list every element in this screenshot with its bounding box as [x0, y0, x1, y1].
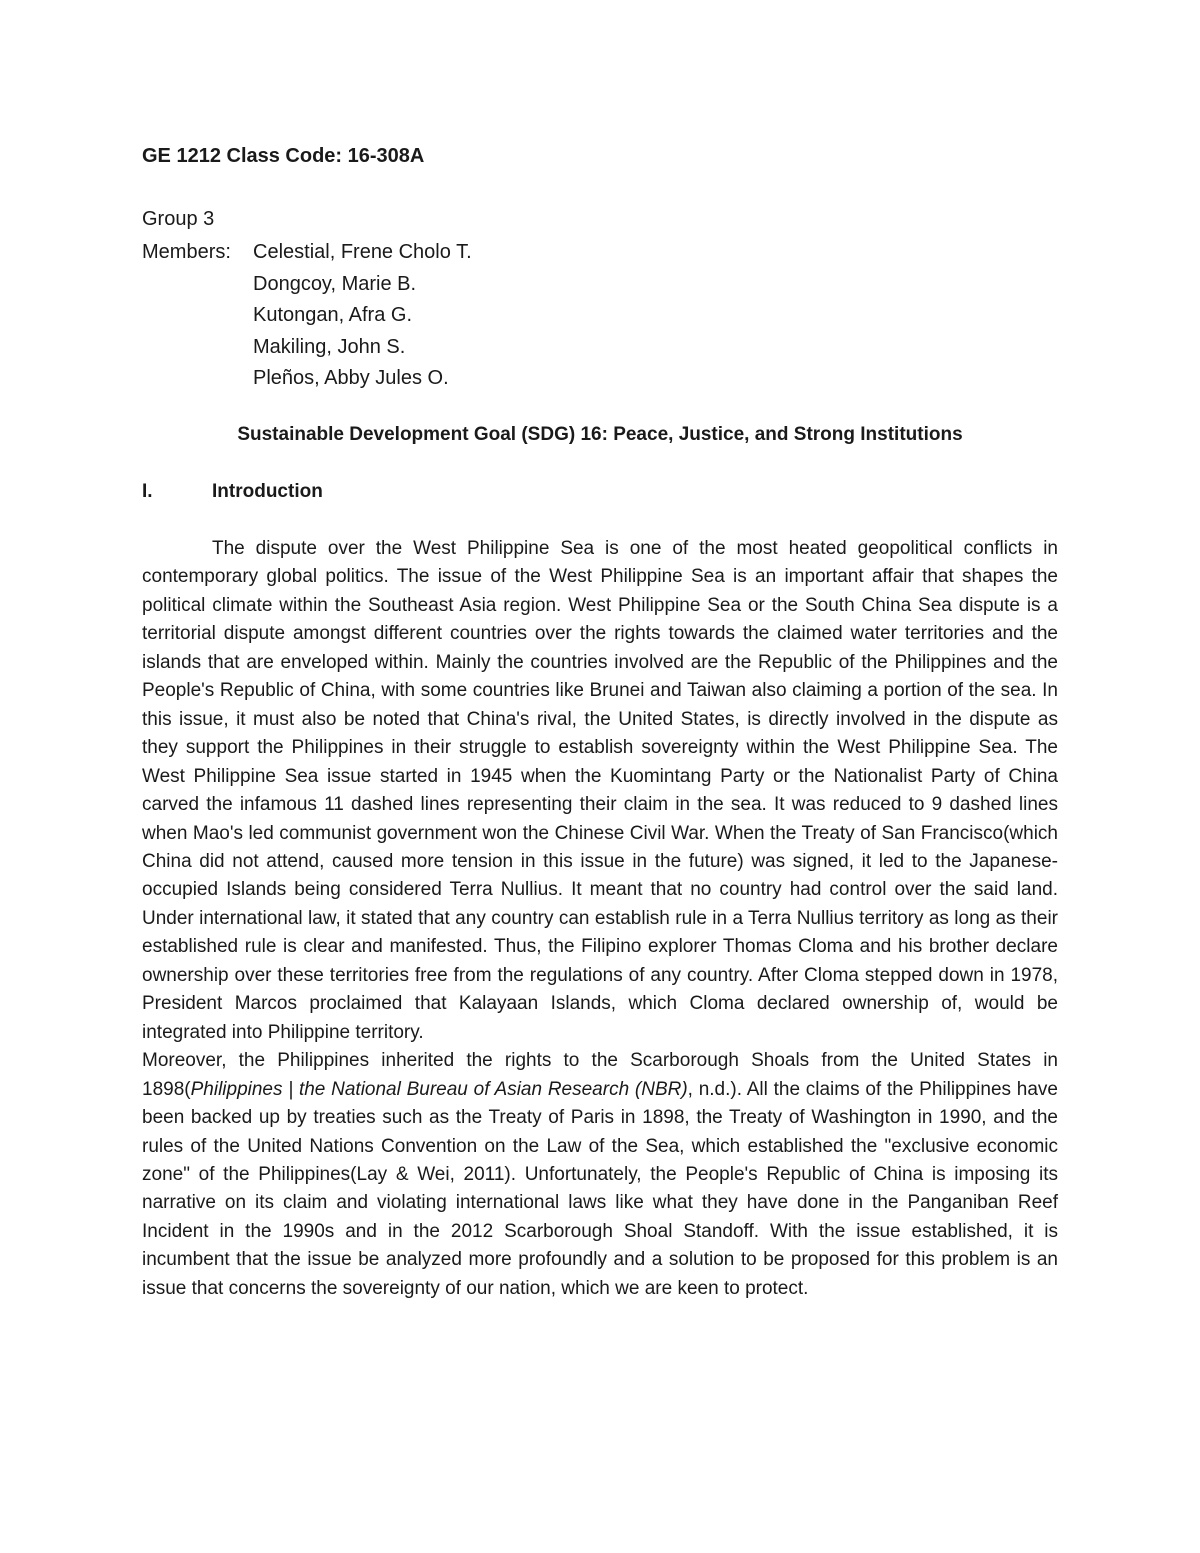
section-title: Introduction — [212, 481, 323, 502]
class-code-title: GE 1212 Class Code: 16-308A — [142, 145, 425, 167]
members-list — [253, 237, 472, 395]
member-name: Kutongan, Afra G. — [253, 304, 412, 326]
paragraph-2-end: , n.d.). All the claims of the Philippines have been backed up by treaties such as the Treaty of Paris in 1898, the Treaty of Washington in 1990, and the rules of the United Nations Convention on the Law of the Sea, which established the "exclusive economic zone" of the Philippines(Lay & Wei, 2011). Unfortunately, the People's Republic of China is imposing its narrative on its claim and violating international laws like what they have done in the Panganiban Reef Incident in the 1990s and in the 2012 Scarborough Shoal Standoff. With the issue established, it is incumbent that the issue be analyzed more profoundly and a solution to be proposed for this problem is an issue that concerns the sovereignty of our nation, which we are keen to protect. — [142, 1078, 1058, 1299]
member-name: Celestial, Frene Cholo T. — [253, 241, 472, 263]
paragraph-1: The dispute over the West Philippine Sea is one of the most heated geopolitical conflicts in contemporary global politics. The issue of the West Philippine Sea is an important affair that shapes the political climate within the Southeast Asia region. West Philippine Sea or the South China Sea dispute is a territorial dispute amongst different countries over the rights towards the claimed water territories and the islands that are enveloped within. Mainly the countries involved are the Republic of the Philippines and the People's Republic of China, with some countries like Brunei and Taiwan also claiming a portion of the sea. In this issue, it must also be noted that China's rival, the United States, is directly involved in the dispute as they support the Philippines in their struggle to establish sovereignty within the West Philippine Sea. The West Philippine Sea issue started in 1945 when the Kuomintang Party or the Nationalist Party of China carved the infamous 11 dashed lines representing their claim in the sea. It was reduced to 9 dashed lines when Mao's led communist government won the Chinese Civil War. When the Treaty of San Francisco(which China did not attend, caused more tension in this issue in the future) was signed, it led to the Japanese-occupied Islands being considered Terra Nullius. It meant that no country had control over the said land. Under international law, it stated that any country can establish rule in a Terra Nullius territory as long as their established rule is clear and manifested. Thus, the Filipino explorer Thomas Cloma and his brother declare ownership over these territories free from the regulations of any country. After Cloma stepped down in 1978, President Marcos proclaimed that Kalayaan Islands, which Cloma declared ownership of, would be integrated into Philippine territory. — [142, 538, 1058, 1043]
sdg-heading: Sustainable Development Goal (SDG) 16: Peace, Justice, and Strong Institutions — [237, 424, 963, 445]
citation-italic: Philippines | the National Bureau of Asian Research (NBR) — [190, 1078, 688, 1100]
member-name: Dongcoy, Marie B. — [253, 272, 417, 295]
member-name: Makiling, John S. — [253, 335, 406, 358]
paragraph-2-start: Moreover, the Philippines inherited the rights to the Scarborough Shoals from the United States in 1898( — [142, 1050, 1058, 1100]
member-name: Pleños, Abby Jules O. — [253, 367, 449, 389]
paragraph-2 — [142, 1047, 1058, 1303]
section-heading — [142, 478, 323, 506]
body-text — [142, 535, 1058, 1303]
section-number: I. — [142, 481, 153, 502]
members-label: Members: — [142, 241, 231, 263]
group-label: Group 3 — [142, 208, 215, 230]
